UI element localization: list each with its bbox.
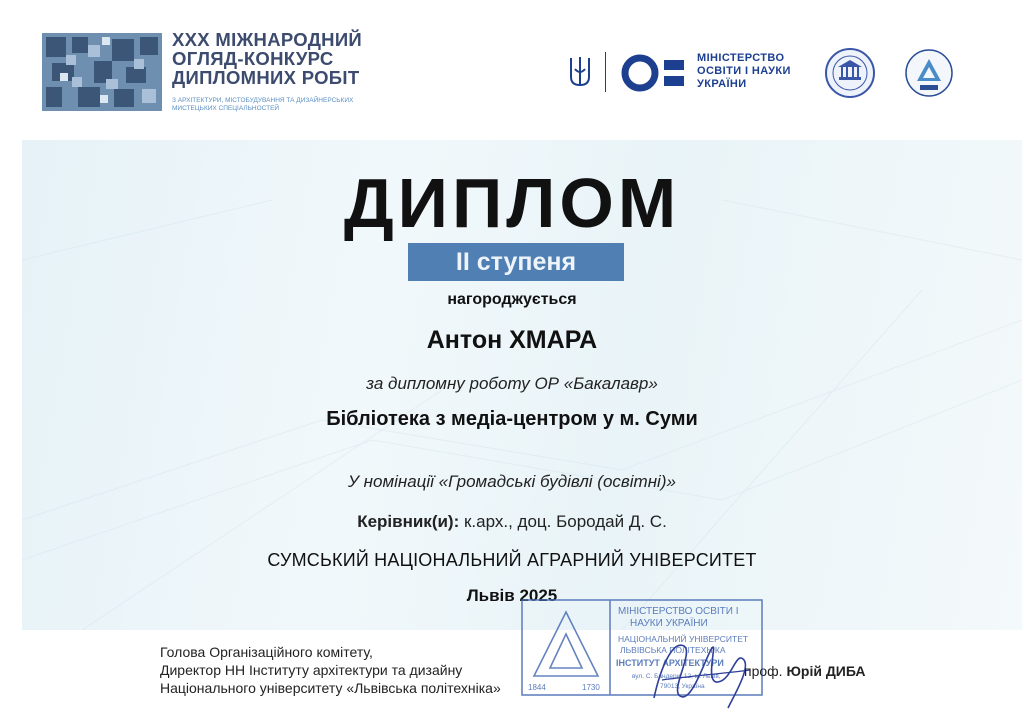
contest-title-line: XXX МІЖНАРОДНИЙ [172,29,363,50]
trident-icon [568,55,592,89]
ministry-line: МІНІСТЕРСТВО [697,52,785,64]
signer [744,663,866,679]
awarded-label: нагороджується [447,291,577,308]
nomination: У номінації «Громадські будівлі (освітні)» [348,472,676,491]
stamp-line: вул. С. Бандери, 12, м. Львів, [632,673,721,680]
ministry-line: УКРАЇНИ [697,78,747,90]
city-year: Львів 2025 [466,586,558,605]
ministry-logo-icon [620,53,690,93]
stamp-line: НАУКИ УКРАЇНИ [630,618,708,629]
supervisor [0,512,1024,532]
university-name: СУМСЬКИЙ НАЦІОНАЛЬНИЙ АГРАРНИЙ УНІВЕРСИТЕТ [267,550,757,570]
contest-title-line: ДИПЛОМНИХ РОБІТ [172,67,360,88]
contest-logo-icon [42,33,162,111]
contest-title-line: ОГЛЯД-КОНКУРС [172,48,334,69]
work-title: Бібліотека з медіа-центром у м. Суми [326,408,698,430]
stamp-line: ЛЬВІВСЬКА ПОЛІТЕХНІКА [620,645,726,655]
stamp-line: НАЦІОНАЛЬНИЙ УНІВЕРСИТЕТ [618,634,749,644]
contest-subtitle: З АРХІТЕКТУРИ, МІСТОБУДУВАННЯ ТА ДИЗАЙНЕРСЬКИХ МИСТЕЦЬКИХ СПЕЦІАЛЬНОСТЕЙ [172,97,354,112]
ministry-name [697,52,791,91]
supervisor-label: Керівник(и): [357,512,460,531]
university-seal-icon [824,47,876,99]
stamp-year: 1844 [528,683,546,692]
stamp-year: 1730 [582,683,600,692]
signature-icon [640,620,760,715]
degree-badge: II ступеня [408,243,624,281]
stamp-line: ІНСТИТУТ АРХІТЕКТУРИ [616,658,724,668]
ministry-divider [605,52,606,92]
stamp-line: 79013, Україна [660,683,705,690]
signer-name: Юрій ДИБА [786,663,866,679]
position-line: Директор НН Інституту архітектури та дизайну [160,662,463,678]
stamp-line: МІНІСТЕРСТВО ОСВІТИ І [618,606,739,617]
signer-title: проф. [744,663,787,679]
signer-position [160,643,501,697]
position-line: Національного університету «Львівська політехніка» [160,680,501,696]
contest-title [172,30,392,87]
position-line: Голова Організаційного комітету, [160,644,373,660]
recipient-name: Антон ХМАРА [426,326,598,354]
diploma-title: ДИПЛОМ [343,164,681,242]
association-seal-icon [904,47,954,99]
work-type: за дипломну роботу ОР «Бакалавр» [366,374,658,393]
supervisor-value: к.арх., доц. Бородай Д. С. [459,512,667,531]
ministry-line: ОСВІТИ І НАУКИ [697,65,791,77]
